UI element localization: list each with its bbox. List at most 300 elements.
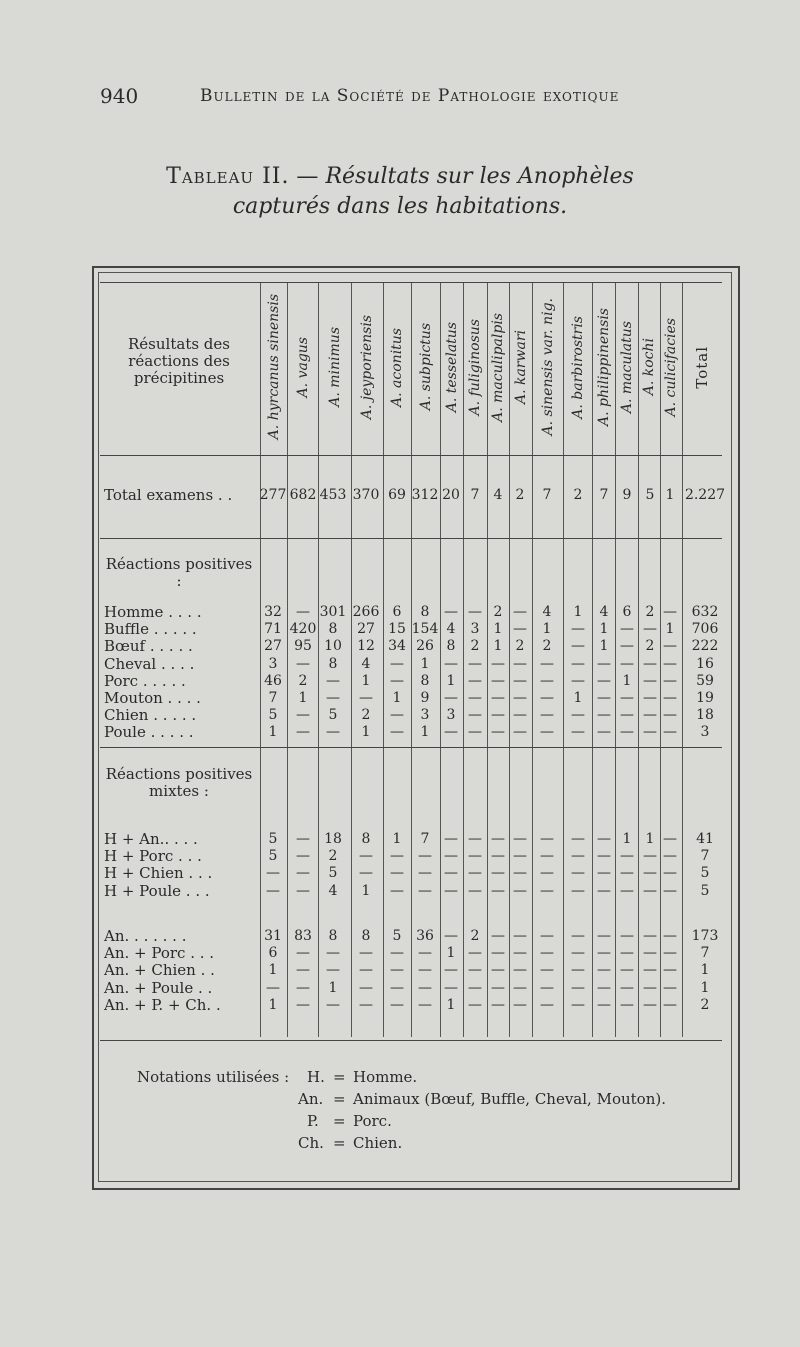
positive-row-cell: 8 (420, 672, 430, 689)
mixed-row-cell: — (540, 865, 554, 882)
mixed-animal-row-label: An. + Poule . . (104, 978, 213, 997)
mixed-row-cell: — (643, 865, 657, 882)
positive-row-cell: — (620, 724, 634, 741)
mixed-animal-row-cell: — (540, 945, 554, 962)
column-header-label: A. jeyporiensis (359, 314, 375, 420)
column-header-label: Total (693, 345, 711, 389)
positive-row-cell: 2 (542, 638, 552, 655)
mixed-animal-row-cell: — (597, 928, 611, 944)
positive-row-cell: 2 (470, 638, 480, 655)
notation-abbr: Ch. (298, 1134, 324, 1152)
positive-row-cell: 16 (696, 655, 714, 672)
mixed-animal-row-cell: — (296, 979, 310, 996)
mixed-animal-row-cell: — (444, 962, 458, 979)
positive-row-cell: — (663, 655, 677, 672)
mixed-animal-row-cell: — (620, 979, 634, 996)
row-rule (100, 747, 722, 748)
section-title-mixed: Réactions positives mixtes : (105, 765, 253, 800)
column-rule (287, 282, 288, 1037)
mixed-row-cell: — (620, 882, 634, 899)
positive-row-cell: — (620, 621, 634, 638)
mixed-animal-row-cell: — (597, 962, 611, 979)
column-header-label: A. barbirostris (569, 315, 586, 419)
positive-row-cell: — (468, 672, 482, 689)
mixed-animal-row-cell: — (468, 962, 482, 979)
positive-row-cell: — (540, 672, 554, 689)
positive-row-cell: — (468, 724, 482, 741)
positive-row-cell: — (326, 724, 340, 741)
positive-row-cell: — (597, 655, 611, 672)
column-rule (440, 282, 441, 1037)
mixed-animal-row-cell: — (643, 945, 657, 962)
mixed-animal-row-cell: 8 (361, 928, 371, 944)
mixed-row-label: H + Porc . . . (104, 847, 202, 866)
notation-equals: = (333, 1068, 346, 1086)
mixed-row-cell: — (620, 865, 634, 882)
mixed-row-cell: 8 (361, 831, 371, 847)
positive-row-cell: — (643, 724, 657, 741)
positive-row-cell: — (571, 655, 585, 672)
mixed-animal-row-cell: 1 (446, 996, 456, 1013)
notation-meaning: Chien. (353, 1134, 403, 1152)
mixed-row-cell: — (491, 882, 505, 899)
mixed-row-cell: — (418, 848, 432, 865)
column-rule (660, 282, 661, 1037)
mixed-row-cell: — (418, 882, 432, 899)
mixed-animal-row-cell: — (326, 996, 340, 1013)
positive-row-cell: — (390, 724, 404, 741)
mixed-row-cell: — (296, 831, 310, 847)
mixed-row-cell: 1 (392, 831, 402, 847)
total-examens-row-cell: 2.227 (684, 487, 726, 503)
mixed-animal-row-cell: — (513, 928, 527, 944)
column-header (440, 287, 463, 447)
row-header-label: Résultats des réactions des précipitines (128, 335, 230, 387)
mixed-row-cell: — (491, 848, 505, 865)
mixed-row-cell: — (571, 882, 585, 899)
mixed-row-cell: — (266, 882, 280, 899)
positive-row-cell: 1 (599, 621, 609, 638)
positive-row-cell: 8 (420, 604, 430, 620)
journal-title: Bulletin de la Société de Pathologie exotique (200, 86, 620, 106)
caption-title-2: capturés dans les habitations. (232, 194, 568, 219)
mixed-row-cell: — (468, 831, 482, 847)
positive-row-cell: — (491, 707, 505, 724)
mixed-animal-row-cell: — (296, 996, 310, 1013)
positive-row-cell: — (491, 655, 505, 672)
positive-row-cell: — (597, 724, 611, 741)
positive-row-cell: 5 (328, 707, 338, 724)
mixed-animal-row-cell: 1 (268, 962, 278, 979)
positive-row-cell: — (468, 690, 482, 706)
mixed-animal-row-cell: — (540, 979, 554, 996)
column-header (532, 287, 563, 447)
positive-row-cell: 3 (420, 707, 430, 724)
mixed-row-cell: — (418, 865, 432, 882)
column-rule (509, 282, 510, 1037)
positive-row-cell: — (597, 672, 611, 689)
mixed-animal-row-cell: 2 (700, 996, 710, 1013)
mixed-animal-row-cell: — (571, 945, 585, 962)
total-examens-row-cell: 453 (319, 487, 347, 503)
mixed-row-cell: — (663, 831, 677, 847)
mixed-row-cell: 5 (700, 865, 710, 882)
column-header (563, 287, 592, 447)
mixed-animal-row-cell: — (296, 962, 310, 979)
mixed-row-cell: 5 (268, 848, 278, 865)
mixed-row-cell: 1 (622, 831, 632, 847)
mixed-animal-row-cell: 8 (328, 928, 338, 944)
mixed-row-cell: — (444, 865, 458, 882)
positive-row-cell: 420 (289, 621, 317, 638)
mixed-row-cell: — (390, 865, 404, 882)
mixed-row-cell: — (663, 882, 677, 899)
column-header (660, 287, 682, 447)
positive-row-cell: — (390, 655, 404, 672)
positive-row-cell: — (571, 707, 585, 724)
positive-row-cell: — (444, 604, 458, 620)
mixed-row-cell: 1 (361, 882, 371, 899)
positive-row-cell: 34 (388, 638, 406, 655)
positive-row-cell: 27 (357, 621, 375, 638)
positive-row-cell: 1 (493, 621, 503, 638)
mixed-animal-row-cell: — (540, 962, 554, 979)
positive-row-cell: 2 (361, 707, 371, 724)
mixed-row-cell: — (571, 831, 585, 847)
column-header-label: A. fuliginosus (467, 318, 483, 416)
mixed-animal-row-label: An. + P. + Ch. . (104, 995, 221, 1014)
column-rule (615, 282, 616, 1037)
mixed-animal-row-cell: — (643, 996, 657, 1013)
mixed-animal-row-cell: — (266, 979, 280, 996)
positive-row-cell: 95 (294, 638, 312, 655)
positive-row-cell: 3 (470, 621, 480, 638)
mixed-animal-row-cell: — (571, 962, 585, 979)
positive-row-cell: 1 (361, 724, 371, 741)
mixed-animal-row-label: An. + Chien . . (104, 961, 215, 980)
positive-row-cell: — (597, 707, 611, 724)
positive-row-cell: 27 (264, 638, 282, 655)
mixed-animal-row-cell: — (571, 979, 585, 996)
positive-row-cell: — (620, 690, 634, 706)
mixed-row-cell: — (444, 848, 458, 865)
positive-row-cell: 3 (700, 724, 710, 741)
positive-row-cell: 1 (392, 690, 402, 706)
positive-row-cell: 8 (328, 655, 338, 672)
column-header-label: A. maculipalpis (490, 312, 506, 422)
positive-row-cell: — (620, 638, 634, 655)
mixed-row-cell: — (266, 865, 280, 882)
mixed-animal-row-cell: 6 (268, 945, 278, 962)
mixed-row-cell: — (540, 882, 554, 899)
mixed-row-cell: 7 (700, 848, 710, 865)
positive-row-cell: — (390, 672, 404, 689)
mixed-animal-row-cell: — (513, 996, 527, 1013)
positive-row-cell: 2 (645, 604, 655, 620)
column-rule (532, 282, 533, 1037)
mixed-animal-row-cell: — (468, 945, 482, 962)
mixed-animal-row-cell: 31 (264, 928, 282, 944)
mixed-row-cell: — (296, 882, 310, 899)
column-rule (487, 282, 488, 1037)
positive-row-cell: — (468, 604, 482, 620)
positive-row-cell: — (663, 707, 677, 724)
positive-row-cell: — (326, 672, 340, 689)
mixed-row-cell: — (468, 865, 482, 882)
positive-row-cell: 5 (268, 707, 278, 724)
total-examens-row-cell: 1 (665, 487, 675, 503)
mixed-row-cell: — (491, 831, 505, 847)
positive-row-cell: 19 (696, 690, 714, 706)
column-header (638, 287, 660, 447)
mixed-animal-row-cell: 36 (416, 928, 434, 944)
positive-row-cell: 10 (324, 638, 342, 655)
mixed-animal-row-cell: — (444, 928, 458, 944)
notation-meaning: Porc. (353, 1112, 392, 1130)
positive-row-cell: — (571, 621, 585, 638)
notation-equals: = (333, 1112, 346, 1130)
mixed-animal-row-cell: — (390, 962, 404, 979)
positive-row-cell: — (663, 604, 677, 620)
positive-row-cell: — (468, 655, 482, 672)
mixed-animal-row-cell: — (491, 962, 505, 979)
column-header (411, 287, 440, 447)
mixed-animal-row-cell: — (418, 979, 432, 996)
column-rule (383, 282, 384, 1037)
positive-row-cell: — (444, 690, 458, 706)
mixed-row-cell: 41 (696, 831, 714, 847)
mixed-row-cell: — (390, 848, 404, 865)
positive-row-cell: 706 (691, 621, 719, 638)
mixed-animal-row-cell: — (597, 945, 611, 962)
positive-row-cell: — (513, 672, 527, 689)
positive-row-label: Cheval . . . . (104, 654, 195, 673)
row-rule (100, 1040, 722, 1041)
mixed-animal-row-cell: — (326, 962, 340, 979)
notation-meaning: Homme. (353, 1068, 418, 1086)
positive-row-cell: 8 (328, 621, 338, 638)
total-examens-row-cell: 370 (352, 487, 380, 503)
mixed-row-cell: — (513, 831, 527, 847)
mixed-row-cell: 5 (328, 865, 338, 882)
mixed-animal-row-cell: — (491, 928, 505, 944)
section-title-positive: Réactions positives : (105, 555, 253, 590)
column-header-label: A. kochi (641, 338, 657, 396)
positive-row-cell: — (296, 604, 310, 620)
mixed-row-label: H + An.. . . . (104, 830, 198, 848)
mixed-row-cell: — (597, 882, 611, 899)
mixed-animal-row-label: An. . . . . . . (104, 927, 187, 945)
caption-dash: — (289, 164, 326, 189)
column-rule (351, 282, 352, 1037)
positive-row-cell: — (513, 604, 527, 620)
mixed-animal-row-cell: 1 (328, 979, 338, 996)
column-header (463, 287, 487, 447)
mixed-animal-row-cell: — (571, 996, 585, 1013)
caption-label: Tableau II. (166, 164, 290, 189)
notation-equals: = (333, 1090, 346, 1108)
page-header (100, 84, 660, 108)
mixed-animal-row-cell: — (326, 945, 340, 962)
positive-row-cell: — (643, 655, 657, 672)
total-examens-row-cell: 9 (622, 487, 632, 503)
mixed-animal-row-cell: — (491, 979, 505, 996)
column-rule (260, 282, 261, 1037)
positive-row-cell: — (571, 638, 585, 655)
positive-row-cell: 6 (392, 604, 402, 620)
column-rule (411, 282, 412, 1037)
positive-row-label: Mouton . . . . (104, 689, 201, 707)
mixed-animal-row-cell: — (571, 928, 585, 944)
positive-row-label: Poule . . . . . (104, 723, 194, 742)
mixed-row-cell: — (513, 865, 527, 882)
positive-row-cell: — (540, 724, 554, 741)
mixed-animal-row-cell: — (390, 996, 404, 1013)
mixed-animal-row-cell: — (620, 928, 634, 944)
mixed-animal-row-cell: — (620, 962, 634, 979)
mixed-animal-row-cell: — (418, 996, 432, 1013)
positive-row-label: Bœuf . . . . . (104, 637, 193, 656)
positive-row-cell: 26 (416, 638, 434, 655)
positive-row-cell: — (444, 724, 458, 741)
mixed-animal-row-cell: — (663, 962, 677, 979)
mixed-animal-row-cell: — (597, 979, 611, 996)
mixed-row-cell: 2 (328, 848, 338, 865)
column-header (318, 287, 351, 447)
table-caption (0, 162, 800, 222)
positive-row-cell: — (571, 724, 585, 741)
mixed-animal-row-cell: — (359, 979, 373, 996)
total-examens-row-cell: 682 (289, 487, 317, 503)
positive-row-cell: 301 (319, 604, 347, 620)
mixed-row-cell: 5 (268, 831, 278, 847)
positive-row-cell: 3 (268, 655, 278, 672)
positive-row-cell: 1 (298, 690, 308, 706)
positive-row-cell: 1 (573, 690, 583, 706)
positive-row-cell: 4 (446, 621, 456, 638)
mixed-row-cell: — (390, 882, 404, 899)
positive-row-cell: — (540, 690, 554, 706)
total-examens-row-cell: 20 (442, 487, 460, 503)
column-header-label: A. vagus (294, 336, 311, 398)
mixed-animal-row-cell: — (468, 996, 482, 1013)
mixed-animal-row-cell: — (491, 945, 505, 962)
column-header-label: A. sinensis var. nig. (539, 298, 556, 436)
positive-row-label: Chien . . . . . (104, 706, 197, 725)
mixed-row-cell: — (663, 865, 677, 882)
mixed-row-cell: — (597, 848, 611, 865)
positive-row-cell: 2 (515, 638, 525, 655)
mixed-animal-row-cell: — (359, 962, 373, 979)
notations-intro: Notations utilisées : (137, 1068, 290, 1086)
positive-row-cell: — (359, 690, 373, 706)
positive-row-cell: — (663, 724, 677, 741)
mixed-row-cell: — (571, 865, 585, 882)
positive-row-cell: — (444, 655, 458, 672)
column-header-label: A. aconitus (389, 327, 405, 407)
mixed-animal-row-cell: — (663, 996, 677, 1013)
positive-row-cell: — (296, 655, 310, 672)
positive-row-cell: 1 (268, 724, 278, 741)
positive-row-cell: — (643, 707, 657, 724)
mixed-animal-row-cell: — (390, 979, 404, 996)
notation-equals: = (333, 1134, 346, 1152)
mixed-row-label: H + Poule . . . (104, 881, 210, 900)
column-header (351, 287, 383, 447)
mixed-animal-row-cell: — (663, 928, 677, 944)
column-header (260, 287, 287, 447)
positive-row-cell: 15 (388, 621, 406, 638)
mixed-row-cell: — (540, 848, 554, 865)
positive-row-cell: — (491, 672, 505, 689)
positive-row-cell: 2 (493, 604, 503, 620)
mixed-row-cell: 18 (324, 831, 342, 847)
mixed-row-cell: — (643, 882, 657, 899)
column-rule (318, 282, 319, 1037)
positive-row-cell: 32 (264, 604, 282, 620)
positive-row-cell: 1 (361, 672, 371, 689)
positive-row-cell: — (540, 655, 554, 672)
positive-row-cell: 7 (268, 690, 278, 706)
mixed-row-cell: — (296, 848, 310, 865)
mixed-animal-row-cell: — (540, 996, 554, 1013)
positive-row-cell: 9 (420, 690, 430, 706)
positive-row-cell: — (491, 690, 505, 706)
mixed-animal-row-cell: 173 (691, 928, 719, 944)
positive-row-cell: 1 (665, 621, 675, 638)
total-examens-row-cell: 2 (515, 487, 525, 503)
mixed-row-cell: — (597, 831, 611, 847)
positive-row-cell: — (620, 655, 634, 672)
positive-row-cell: 266 (352, 604, 380, 620)
positive-row-cell: — (597, 690, 611, 706)
mixed-animal-row-cell: — (359, 996, 373, 1013)
column-header (287, 287, 318, 447)
mixed-animal-row-cell: 7 (700, 945, 710, 962)
positive-row-cell: 6 (622, 604, 632, 620)
mixed-animal-row-cell: — (491, 996, 505, 1013)
positive-row-cell: 1 (599, 638, 609, 655)
mixed-animal-row-cell: — (643, 928, 657, 944)
column-header-label: A. hyrcanus sinensis (265, 294, 282, 440)
mixed-animal-row-cell: 1 (446, 945, 456, 962)
mixed-animal-row-cell: — (663, 945, 677, 962)
positive-row-cell: — (513, 690, 527, 706)
notation-meaning: Animaux (Bœuf, Buffle, Cheval, Mouton). (353, 1090, 666, 1108)
positive-row-cell: 8 (446, 638, 456, 655)
mixed-animal-row-cell: 5 (392, 928, 402, 944)
positive-row-cell: — (513, 707, 527, 724)
positive-row-cell: 632 (691, 604, 719, 620)
total-examens-row-cell: 277 (259, 487, 287, 503)
mixed-animal-row-cell: — (444, 979, 458, 996)
mixed-row-cell: — (444, 882, 458, 899)
mixed-row-cell: 5 (700, 882, 710, 899)
mixed-row-cell: — (359, 848, 373, 865)
positive-row-cell: 1 (542, 621, 552, 638)
column-header (615, 287, 638, 447)
mixed-row-cell: — (620, 848, 634, 865)
mixed-animal-row-cell: — (620, 945, 634, 962)
column-rule (638, 282, 639, 1037)
positive-row-cell: 2 (645, 638, 655, 655)
positive-row-cell: — (643, 621, 657, 638)
positive-row-cell: — (491, 724, 505, 741)
positive-row-cell: — (663, 672, 677, 689)
row-rule (100, 455, 722, 456)
total-examens-row-cell: 7 (470, 487, 480, 503)
mixed-row-cell: 7 (420, 831, 430, 847)
